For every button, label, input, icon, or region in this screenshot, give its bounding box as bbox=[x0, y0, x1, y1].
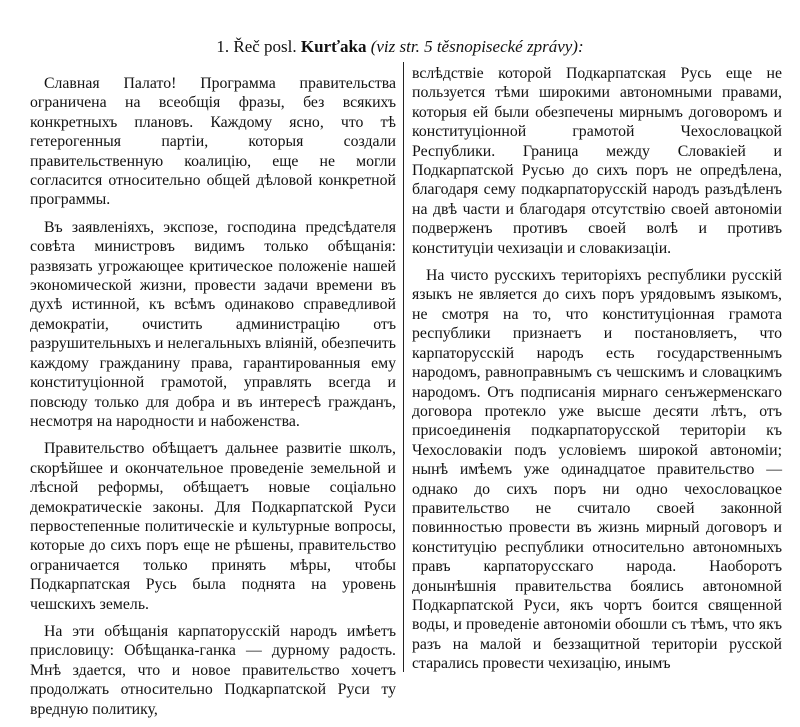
heading-number: 1. bbox=[216, 37, 230, 56]
left-paragraph-4: На эти обѣщанія карпаторусскій народъ имѣетъ присловицу: Обѣщанка-ганка — дурному радость. Мнѣ здается, что и новое правительство хочетъ продолжать относительно Подкарпатской Руси ту вредную политику, bbox=[30, 622, 396, 718]
heading-reference: (viz str. 5 těsnopisecké zprávy): bbox=[370, 37, 584, 56]
right-column bbox=[412, 64, 782, 682]
left-paragraph-2: Въ заявленіяхъ, экспозе, господина предсѣдателя совѣта министровъ видимъ только обѣщанія: развязать угрожающее критическое положеніе нашей экономической жизни, провести задачи времени въ духѣ истинной, къ всѣмъ одинаково справедливой демократіи, очистить администрацію отъ разрушительныхъ и нелегальныхъ вліяній, обезпечить каждому гражданину права, гарантированныя ему конституціонной грамотой, управлять всегда и повсюду только для добра и въ интересѣ гражданъ, несмотря на народности и набоженства. bbox=[30, 218, 396, 430]
heading-label: Řeč posl. bbox=[233, 37, 297, 56]
right-paragraph-2: На чисто русскихъ територіяхъ республики русскій языкъ не является до сихъ поръ урядовымъ языкомъ, не смотря на то, что конституціонная грамота республики признаетъ и постановляетъ, что карпаторусскій народъ есть государственнымъ народомъ, равноправнымъ съ чешскимъ и словацкимъ народомъ. Отъ подписанія мирнаго сенъжерменскаго договора протекло уже высше десяти лѣтъ, отъ присоединенія подкарпаторусской територіи къ Чехословакіи подъ условіемъ широкой автономіи; нынѣ имѣемъ уже одинадцатое правительство — однако до сихъ поръ ни одно чехословацкое правительство не считало своей законной повинностью провести въ жизнь мирный договоръ и конституцію республики относительно автономныхъ правъ карпаторусскаго народа. Наоборотъ донынѣшнія правительства боялись автономной Подкарпатской Руси, якъ чортъ боится священной воды, и проведеніе автономіи обошли съ тѣмъ, что якъ разъ на малой и беззащитной територіи русской старались провести чехизацію, инымъ bbox=[412, 267, 782, 673]
left-paragraph-3: Правительство обѣщаетъ дальнеe развитіе школъ, скорѣйшее и окончательное проведеніе земельной и лѣсной реформы, обѣщаетъ новые соціально демократическіе законы. Для Подкарпатской Руси первостепенные политическіе и культурные вопросы, которые до сихъ поръ еще не рѣшены, правительство ограничается только принять мѣры, чтобы Подкарпатская Русь была поднята на уровень чешскихъ земель. bbox=[30, 440, 396, 613]
column-divider bbox=[403, 62, 404, 672]
left-paragraph-1: Славная Палато! Программа правительства ограничена на всеобщія фразы, без всякихъ конкретныхъ плановъ. Каждому ясно, что тѣ гетерогенныя партіи, которыя создали правительственную коалицію, еще не могли согласится относительно общей дѣловой конкретной программы. bbox=[30, 75, 396, 209]
speaker-name: Kurťaka bbox=[300, 37, 367, 56]
left-column bbox=[30, 74, 396, 727]
right-paragraph-1: вслѣдствіе которой Подкарпатская Русь еще не пользуется тѣми широкими автономными правами, которыя ей были обезпечены мирнымъ договоромъ и конституціонной грамотой Чехословацкой Республики. Граница между Словакіей и Подкарпатской Русью до сихъ поръ не опредѣлена, благодаря сему подкарпаторусскій народъ разъдѣленъ на двѣ части и благодаря отсутствію своей автономіи подверженъ противъ своей волѣ и противъ конституціи чехизаціи и словакизаціи. bbox=[412, 65, 782, 257]
speech-heading bbox=[0, 37, 800, 57]
